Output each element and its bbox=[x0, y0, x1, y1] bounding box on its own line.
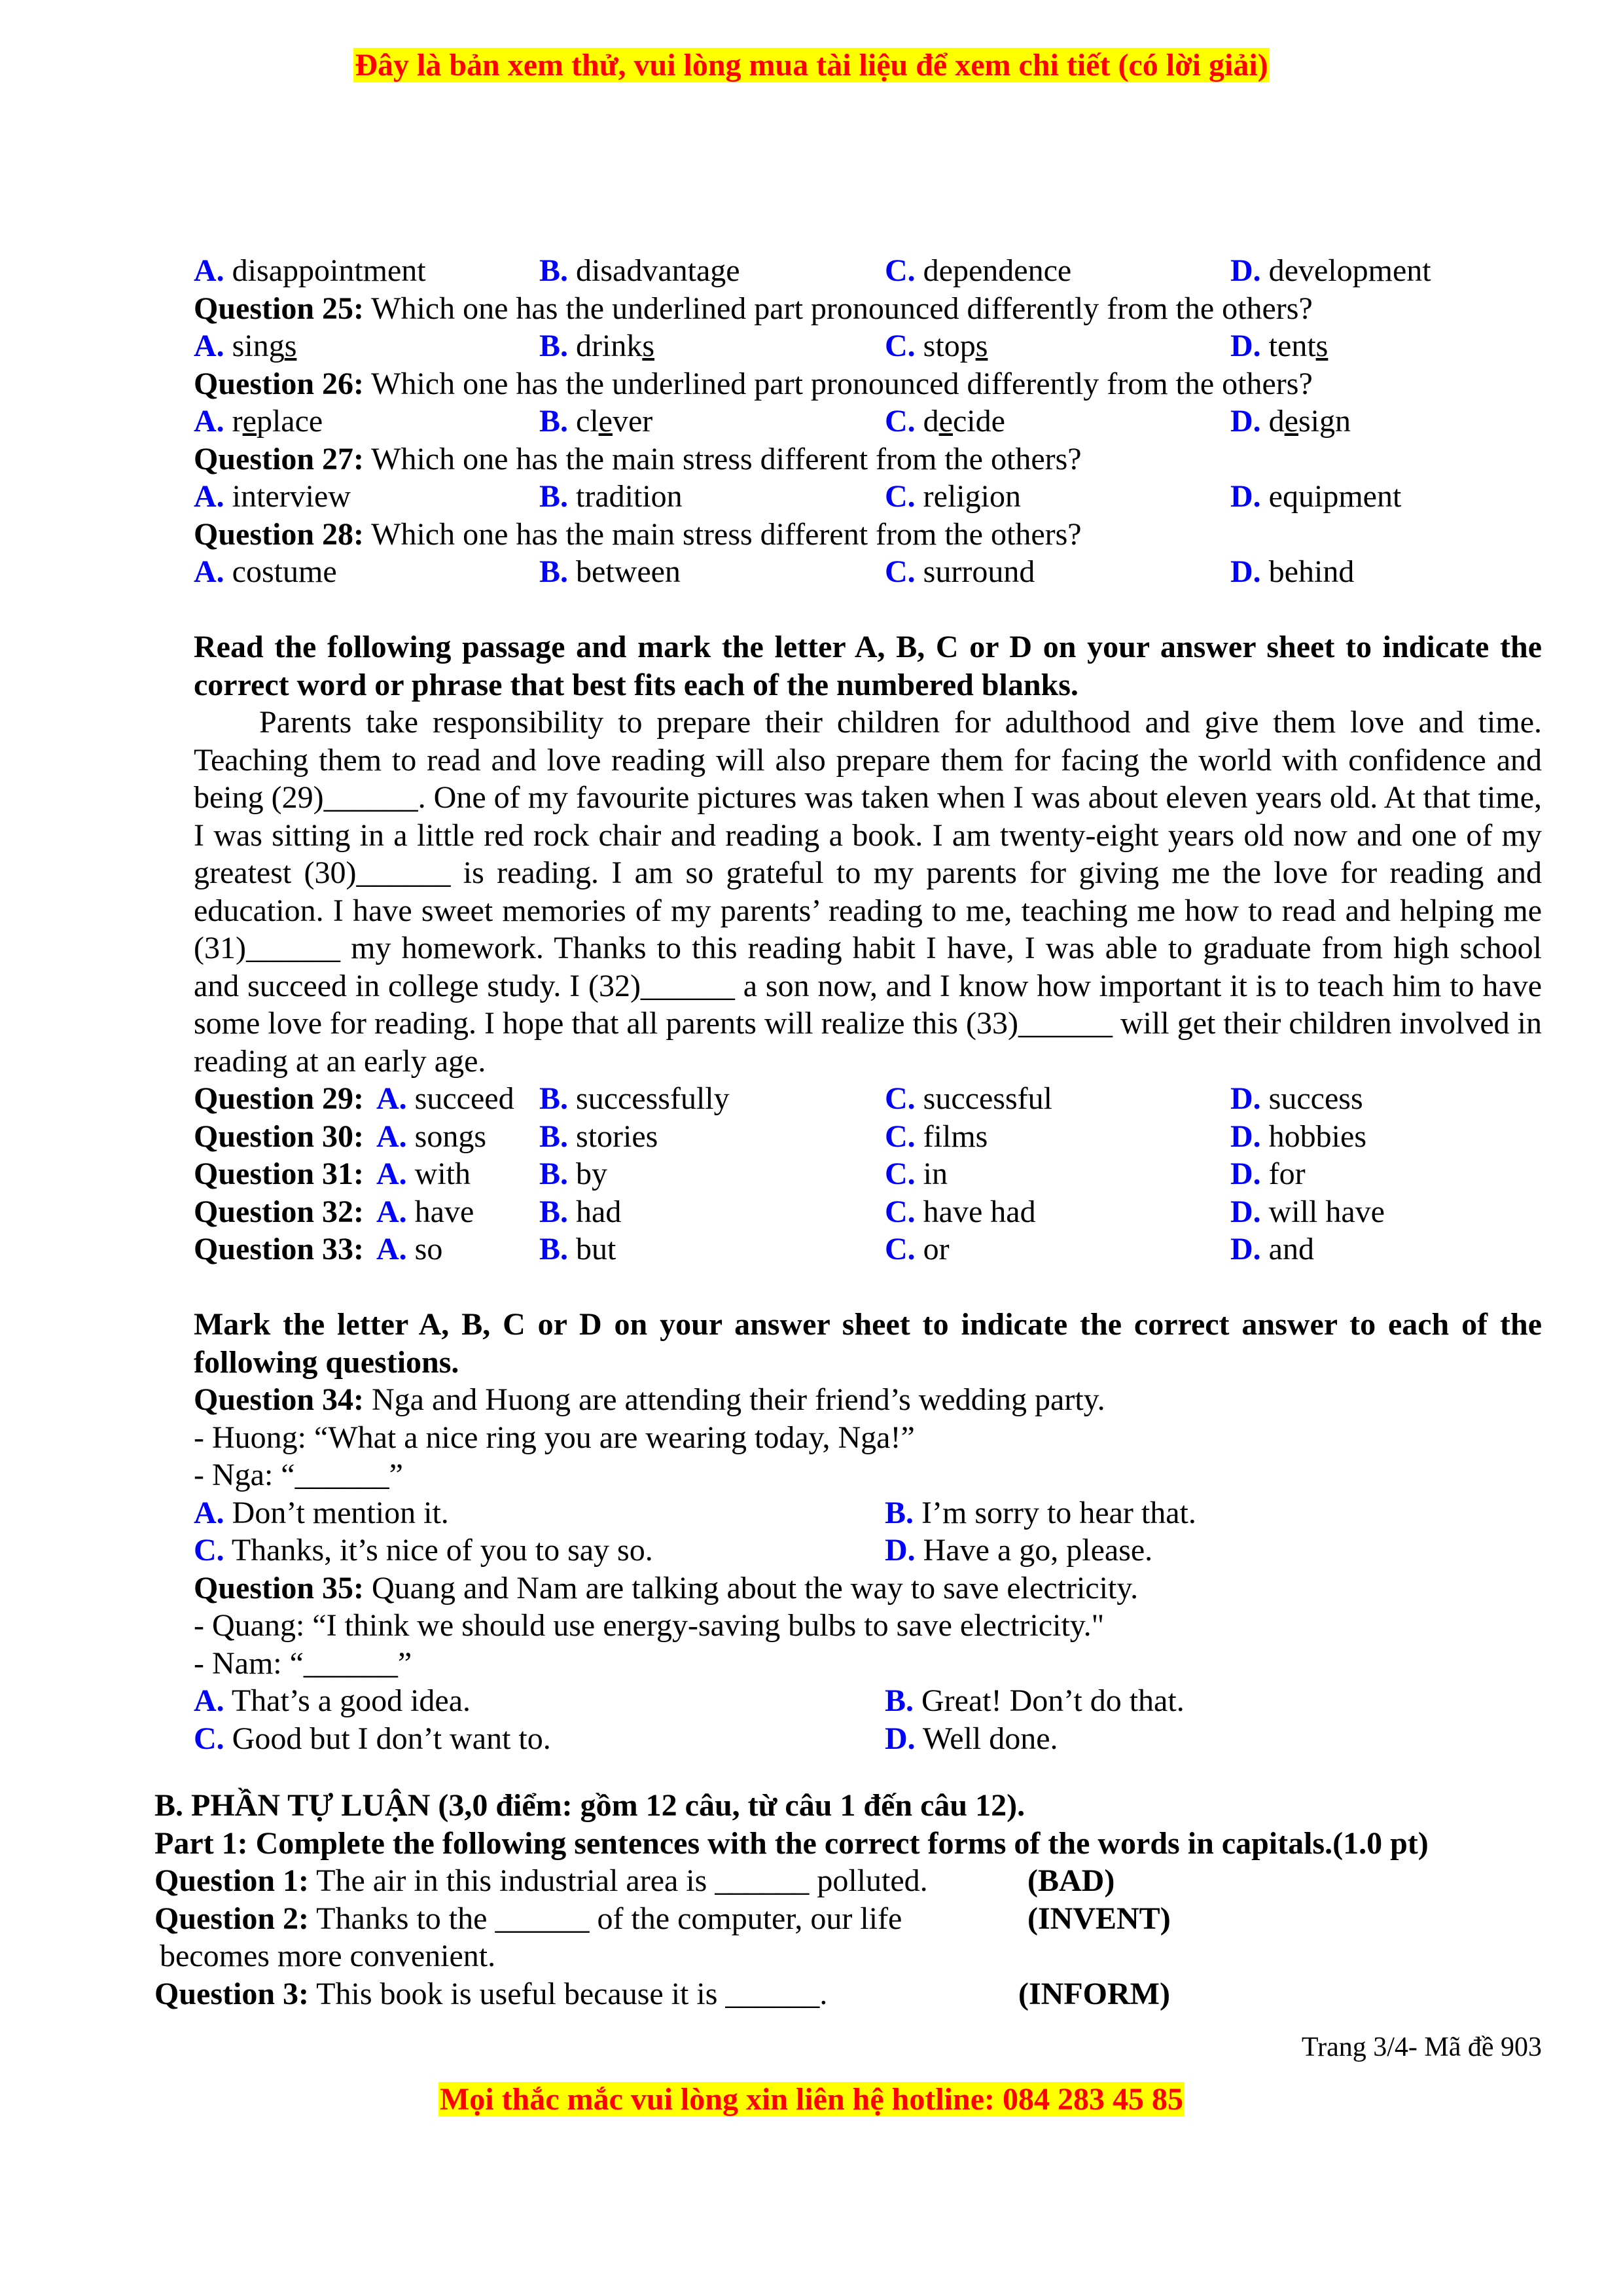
q34-options-cd: C. Thanks, it’s nice of you to say so. D. Have a go, please. bbox=[194, 1533, 1153, 1568]
exam-content bbox=[194, 252, 1542, 1757]
q34-options-ab: A. Don’t mention it. B. I’m sorry to hear that. bbox=[194, 1495, 1196, 1530]
q25-options: A. sings B. drinks C. stops D. tents bbox=[194, 329, 1329, 363]
essay-question-3: Question 3: This book is useful because it is ______. (INFORM) bbox=[154, 1976, 1170, 2011]
q27-options: A. interview B. tradition C. religion D. equipment bbox=[194, 479, 1402, 514]
q35-line-1: - Quang: “I think we should use energy-saving bulbs to save electricity." bbox=[194, 1608, 1105, 1643]
essay-question-2: Question 2: Thanks to the ______ of the computer, our life (INVENT) bbox=[154, 1901, 1171, 1936]
question-27: Question 27: Which one has the main stress different from the others? bbox=[194, 441, 1082, 476]
question-28: Question 28: Which one has the main stress different from the others? bbox=[194, 516, 1082, 552]
question-32: Question 32: A. have B. had C. have had D. will have bbox=[194, 1194, 1385, 1229]
question-35: Question 35: Quang and Nam are talking about the way to save electricity. bbox=[194, 1570, 1139, 1605]
essay-question-2-cont: becomes more convenient. bbox=[160, 1939, 496, 1973]
q35-line-2: - Nam: “______” bbox=[194, 1645, 412, 1681]
question-29: Question 29: A. succeed B. successfully C. successful D. success bbox=[194, 1081, 1363, 1116]
q24-options: A. disappointment B. disadvantage C. dependence D. development bbox=[194, 253, 1431, 288]
hotline-notice: Mọi thắc mắc vui lòng xin liên hệ hotline: 084 283 45 85 bbox=[439, 2082, 1183, 2117]
dialogue-instruction: Mark the letter A, B, C or D on your answer sheet to indicate the correct answer to each of the following questions. bbox=[194, 1307, 1542, 1380]
q34-line-1: - Huong: “What a nice ring you are wearing today, Nga!” bbox=[194, 1420, 915, 1455]
essay-question-1: Question 1: The air in this industrial area is ______ polluted. (BAD) bbox=[154, 1863, 1115, 1898]
reading-passage: Parents take responsibility to prepare their children for adulthood and give them love and time. Teaching them to read and love reading will also prepare them for facing the world with confidence and being (29)______. One of my favourite pictures was taken when I was about eleven years old. At that time, I was sitting in a little red rock chair and reading a book. I am twenty-eight years old now and one of my greatest (30)______ is reading. I am so grateful to my parents for giving me the love for reading and education. I have sweet memories of my parents’ reading to me, teaching me how to read and helping me (31)______ my homework. Thanks to this reading habit I have, I was able to graduate from high school and succeed in college study. I (32)______ a son now, and I know how important it is to teach him to have some love for reading. I hope that all parents will realize this (33)______ will get their children involved in reading at an early age. bbox=[194, 705, 1542, 1079]
question-34: Question 34: Nga and Huong are attending their friend’s wedding party. bbox=[194, 1382, 1105, 1417]
q28-options: A. costume B. between C. surround D. behind bbox=[194, 554, 1355, 589]
part-1-heading: Part 1: Complete the following sentences with the correct forms of the words in capitals.(1.0 pt) bbox=[154, 1825, 1429, 1861]
question-31: Question 31: A. with B. by C. in D. for bbox=[194, 1157, 1306, 1191]
q34-line-2: - Nga: “______” bbox=[194, 1458, 403, 1492]
question-26: Question 26: Which one has the underlined part pronounced differently from the others? bbox=[194, 366, 1313, 401]
question-33: Question 33: A. so B. but C. or D. and bbox=[194, 1232, 1314, 1266]
q26-options: A. replace B. clever C. decide D. design bbox=[194, 404, 1351, 439]
q35-options-cd: C. Good but I don’t want to. D. Well done. bbox=[194, 1721, 1058, 1756]
essay-section bbox=[154, 1787, 1568, 2013]
question-25: Question 25: Which one has the underlined part pronounced differently from the others? bbox=[194, 291, 1313, 326]
question-30: Question 30: A. songs B. stories C. films D. hobbies bbox=[194, 1119, 1366, 1154]
q35-options-ab: A. That’s a good idea. B. Great! Don’t do that. bbox=[194, 1683, 1185, 1718]
section-b-heading: B. PHẦN TỰ LUẬN (3,0 điểm: gồm 12 câu, từ câu 1 đến câu 12). bbox=[154, 1788, 1026, 1823]
page-number: Trang 3/4- Mã đề 903 bbox=[1301, 2032, 1542, 2062]
reading-instruction: Read the following passage and mark the letter A, B, C or D on your answer sheet to indicate the correct word or phrase that best fits each of the numbered blanks. bbox=[194, 630, 1542, 702]
preview-notice: Đây là bản xem thử, vui lòng mua tài liệu để xem chi tiết (có lời giải) bbox=[355, 48, 1268, 82]
